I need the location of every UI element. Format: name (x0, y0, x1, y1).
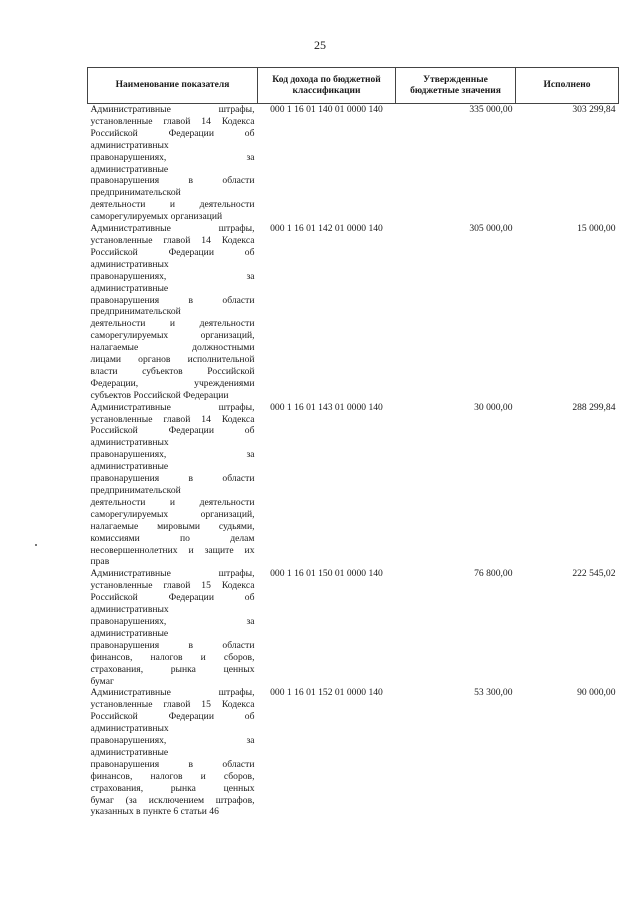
table-row (88, 104, 619, 224)
executed-value-cell: 15 000,00 (577, 223, 616, 235)
indicator-name-line: правонарушения в области (90, 758, 255, 770)
indicator-name-line: Российской Федерации об (90, 592, 255, 604)
indicator-name-line: правонарушениях, за (90, 449, 255, 461)
indicator-name-line: правонарушениях, за (90, 270, 255, 282)
indicator-name-line: установленные главой 15 Кодекса (90, 699, 255, 711)
header-approved-values: Утвержденные бюджетные значения (396, 68, 516, 104)
indicator-name-line: Административные штрафы, (90, 223, 255, 235)
indicator-name-cell (88, 104, 258, 224)
indicator-name-cell (88, 568, 258, 687)
indicator-name-line: Российской Федерации об (90, 425, 255, 437)
approved-value-cell: 53 300,00 (474, 687, 513, 699)
indicator-name-cell (88, 402, 258, 569)
budget-revenue-table (87, 67, 619, 818)
indicator-name-line: установленные главой 14 Кодекса (90, 413, 255, 425)
indicator-name-line: прав (90, 556, 110, 568)
indicator-name-line: административные (90, 627, 169, 639)
indicator-name-line: несовершеннолетних и защите их (90, 544, 255, 556)
indicator-name-line: административных (90, 139, 169, 151)
executed-value-cell: 303 299,84 (572, 104, 616, 115)
indicator-name-line: административные (90, 163, 169, 175)
indicator-name-line: административных (90, 437, 169, 449)
indicator-name-line: налагаемые должностными (90, 342, 255, 354)
revenue-code-cell: 000 1 16 01 150 01 0000 140 (270, 568, 383, 580)
indicator-name-line: Административные штрафы, (90, 687, 255, 699)
indicator-name-line: предпринимательской (90, 485, 181, 496)
indicator-name-line: Административные штрафы, (90, 104, 255, 115)
indicator-name-line: Административные штрафы, (90, 401, 255, 413)
indicator-name-line: административных (90, 604, 169, 616)
indicator-name-line: административные (90, 282, 169, 294)
indicator-name-line: Федерации, учреждениями (90, 377, 255, 389)
indicator-name-line: страхования, рынка ценных (90, 782, 255, 794)
header-executed: Исполнено (516, 68, 619, 104)
indicator-name-line: административных (90, 258, 169, 270)
table-row (88, 402, 619, 569)
revenue-code-cell: 000 1 16 01 140 01 0000 140 (270, 104, 383, 115)
indicator-name-line: комиссиями по делам (90, 532, 255, 544)
indicator-name-line: правонарушения в области (90, 639, 255, 651)
executed-value-cell: 222 545,02 (572, 568, 616, 580)
indicator-name-line: правонарушениях, за (90, 151, 255, 163)
header-indicator-name: Наименование показателя (88, 68, 258, 104)
indicator-name-line: правонарушения в области (90, 175, 255, 187)
approved-value-cell: 30 000,00 (474, 401, 513, 413)
table-row (88, 687, 619, 818)
scan-dot (35, 544, 37, 546)
indicator-name-line: установленные главой 14 Кодекса (90, 234, 255, 246)
indicator-name-cell (88, 687, 258, 818)
indicator-name-line: лицами органов исполнительной (90, 354, 255, 366)
indicator-name-line: правонарушения в области (90, 473, 255, 485)
indicator-name-line: предпринимательской (90, 306, 181, 318)
indicator-name-line: правонарушениях, за (90, 615, 255, 627)
indicator-name-line: саморегулируемых организаций (90, 211, 223, 223)
indicator-name-line: правонарушения в области (90, 294, 255, 306)
executed-value-cell: 288 299,84 (572, 401, 616, 413)
indicator-name-line: страхования, рынка ценных (90, 663, 255, 675)
revenue-code-cell: 000 1 16 01 152 01 0000 140 (270, 687, 383, 699)
indicator-name-line: Российской Федерации об (90, 246, 255, 258)
revenue-code-cell: 000 1 16 01 142 01 0000 140 (270, 223, 383, 235)
indicator-name-line: административных (90, 723, 169, 735)
indicator-name-line: финансов, налогов и сборов, (90, 770, 255, 782)
indicator-name-line: административные (90, 461, 169, 473)
table-row (88, 568, 619, 687)
header-revenue-code: Код дохода по бюджетной классификации (258, 68, 396, 104)
indicator-name-line: субъектов Российской Федерации (90, 389, 229, 401)
indicator-name-line: деятельности и деятельности (90, 496, 255, 508)
indicator-name-line: указанных в пункте 6 статьи 46 (90, 806, 219, 818)
indicator-name-line: власти субъектов Российской (90, 365, 255, 377)
indicator-name-line: Российской Федерации об (90, 711, 255, 723)
indicator-name-line: административные (90, 746, 169, 758)
revenue-code-cell: 000 1 16 01 143 01 0000 140 (270, 401, 383, 413)
indicator-name-line: деятельности и деятельности (90, 318, 255, 330)
approved-value-cell: 305 000,00 (469, 223, 513, 235)
indicator-name-line: деятельности и деятельности (90, 199, 255, 211)
indicator-name-line: финансов, налогов и сборов, (90, 651, 255, 663)
indicator-name-line: бумаг (за исключением штрафов, (90, 794, 255, 806)
indicator-name-line: бумаг (90, 675, 114, 687)
indicator-name-line: Административные штрафы, (90, 568, 255, 580)
indicator-name-line: правонарушениях, за (90, 735, 255, 747)
table-row (88, 223, 619, 402)
indicator-name-line: саморегулируемых организаций, (90, 330, 255, 342)
approved-value-cell: 335 000,00 (469, 104, 513, 115)
indicator-name-line: установленные главой 15 Кодекса (90, 580, 255, 592)
page-number: 25 (314, 38, 326, 52)
approved-value-cell: 76 800,00 (474, 568, 513, 580)
indicator-name-cell (88, 223, 258, 402)
table-header-row (88, 68, 619, 104)
indicator-name-line: установленные главой 14 Кодекса (90, 115, 255, 127)
indicator-name-line: налагаемые мировыми судьями, (90, 520, 255, 532)
indicator-name-line: Российской Федерации об (90, 127, 255, 139)
indicator-name-line: саморегулируемых организаций, (90, 508, 255, 520)
indicator-name-line: предпринимательской (90, 187, 181, 199)
executed-value-cell: 90 000,00 (577, 687, 616, 699)
